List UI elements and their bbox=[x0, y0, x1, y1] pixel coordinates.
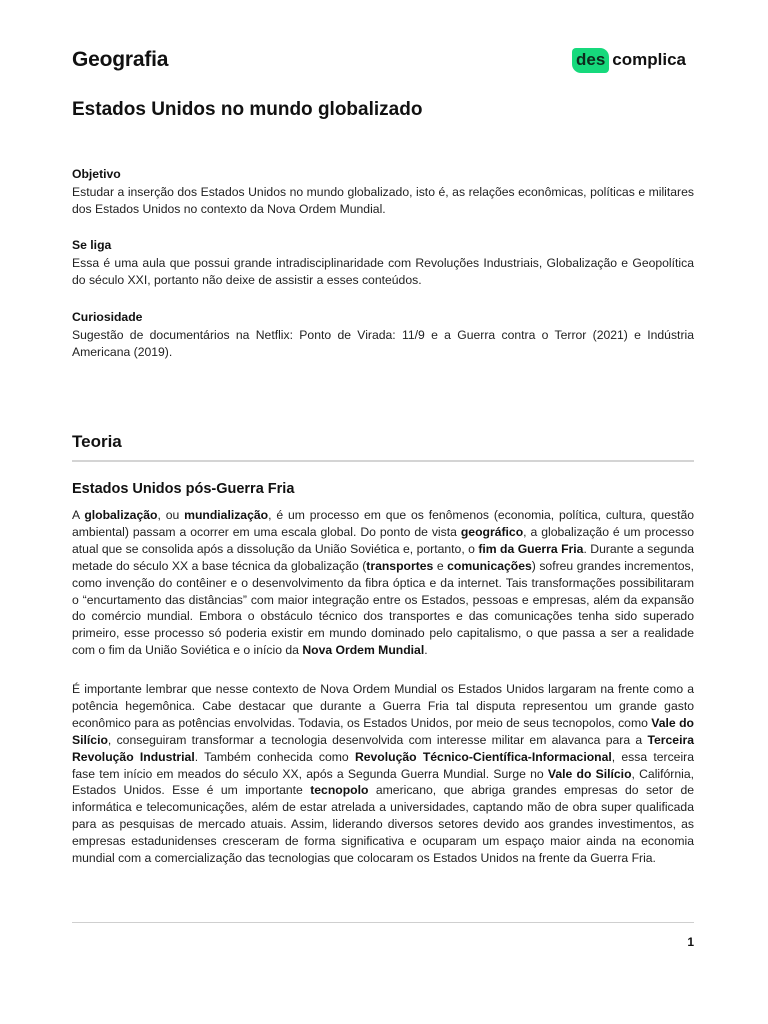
objetivo-label: Objetivo bbox=[72, 167, 121, 181]
section-divider bbox=[72, 460, 694, 462]
text-run: , ou bbox=[157, 508, 185, 522]
subject-title: Geografia bbox=[72, 48, 169, 71]
descomplica-logo bbox=[572, 45, 686, 75]
paragraph-globalizacao bbox=[72, 507, 694, 659]
objetivo-text: Estudar a inserção dos Estados Unidos no mundo globalizado, isto é, as relações econômicas, políticas e militares dos Estados Unidos no contexto da Nova Ordem Mundial. bbox=[72, 184, 694, 216]
bold-term: mundialização bbox=[184, 508, 269, 522]
section-title-teoria: Teoria bbox=[72, 432, 122, 451]
text-run: A bbox=[72, 508, 85, 522]
bold-term: comunicações bbox=[447, 558, 532, 573]
se-liga-label: Se liga bbox=[72, 238, 112, 252]
se-liga-block bbox=[72, 237, 694, 290]
text-run: ) sofreu grandes incrementos, como invenção do contêiner e o desenvolvimento da fibra óptica e da internet. Tais transformações possibilitaram o “encurtamento das distâncias” com maior integração entre os Estados, pessoas e empresas, além da expansão do comércio mundial. Embora o obstáculo técnico dos transportes e das comunicações tenha sido superado primeiro, esse processo só poderia existir em mundo dominado pelo capitalismo, o que passa a ser a realidade com o fim da União Soviética e o início da bbox=[72, 558, 694, 658]
subsection-title: Estados Unidos pós-Guerra Fria bbox=[72, 481, 295, 497]
curiosidade-label: Curiosidade bbox=[72, 310, 143, 324]
text-run: , essa terceira fase tem início em meados do século XX, após a Segunda Guerra Mundial. Surge no bbox=[72, 749, 695, 781]
bold-term: fim da Guerra Fria bbox=[478, 541, 584, 556]
bold-term: globalização bbox=[84, 508, 158, 522]
text-run: , é um processo em que os fenômenos (economia, política, cultura, questão ambiental) passam a ocorrer em uma escala global. Do ponto de vista bbox=[72, 508, 695, 539]
text-run: É importante lembrar que nesse contexto de Nova Ordem Mundial os Estados Unidos largaram na frente como a potência hegemônica. Cabe destacar que durante a Guerra Fria tal disputa representou um grande gasto econômico para as potências envolvidas. Todavia, os Estados Unidos, por meio de seus tecnopolos, como bbox=[72, 682, 694, 730]
curiosidade-block bbox=[72, 309, 694, 362]
bold-term: Vale do Silício bbox=[547, 766, 632, 781]
bold-term: Revolução Técnico-Científica-Informacional bbox=[354, 749, 612, 764]
objetivo-block bbox=[72, 166, 694, 219]
text-run: , Califórnia, Estados Unidos. Esse é um importante bbox=[72, 766, 694, 798]
text-run: . Durante a segunda metade do século XX a base técnica da globalização ( bbox=[72, 541, 695, 573]
text-run: , conseguiram transformar a tecnologia desenvolvida com interesse militar em alavanca para a bbox=[107, 732, 648, 747]
paragraph-nova-ordem bbox=[72, 681, 694, 867]
bold-term: geográfico bbox=[460, 524, 524, 539]
bold-term: Vale do Silício bbox=[72, 715, 694, 747]
bold-term: transportes bbox=[366, 558, 434, 573]
lesson-title: Estados Unidos no mundo globalizado bbox=[72, 99, 423, 120]
logo-wordmark: complica bbox=[612, 50, 686, 69]
bold-term: Nova Ordem Mundial bbox=[302, 643, 425, 658]
logo-des-mark: des bbox=[572, 48, 609, 73]
se-liga-text: Essa é uma aula que possui grande intradisciplinaridade com Revoluções Industriais, Globalização e Geopolítica do século XXI, portanto não deixe de assistir a esses conteúdos. bbox=[72, 255, 694, 287]
bold-term: tecnopolo bbox=[310, 783, 369, 798]
text-run: . Também conhecida como bbox=[194, 749, 355, 764]
page-header bbox=[0, 0, 768, 90]
bold-term: Terceira Revolução Industrial bbox=[72, 732, 694, 764]
text-run: . bbox=[424, 643, 428, 658]
page-number: 1 bbox=[687, 935, 694, 949]
curiosidade-text: Sugestão de documentários na Netflix: Ponto de Virada: 11/9 e a Guerra contra o Terror (2021) e Indústria Americana (2019). bbox=[72, 327, 694, 359]
footer-divider bbox=[72, 922, 694, 923]
text-run: , a globalização é um processo atual que se consolida após a dissolução da União Soviética e, portanto, o bbox=[72, 524, 694, 556]
text-run: e bbox=[433, 558, 448, 573]
text-run: americano, que abriga grandes empresas do setor de informática e telecomunicações, além de estar atrelada a universidades, captando mão de obra super qualificada para as pesquisas de mercado atuais. Assim, liderando diversos setores devido aos grandes investimentos, as empresas estadunidenses cresceram de forma significativa e ocuparam um espaço maior ainda na economia mundial com a comercialização das tecnologias que colocaram os Estados Unidos na frente da Guerra Fria. bbox=[72, 783, 695, 866]
